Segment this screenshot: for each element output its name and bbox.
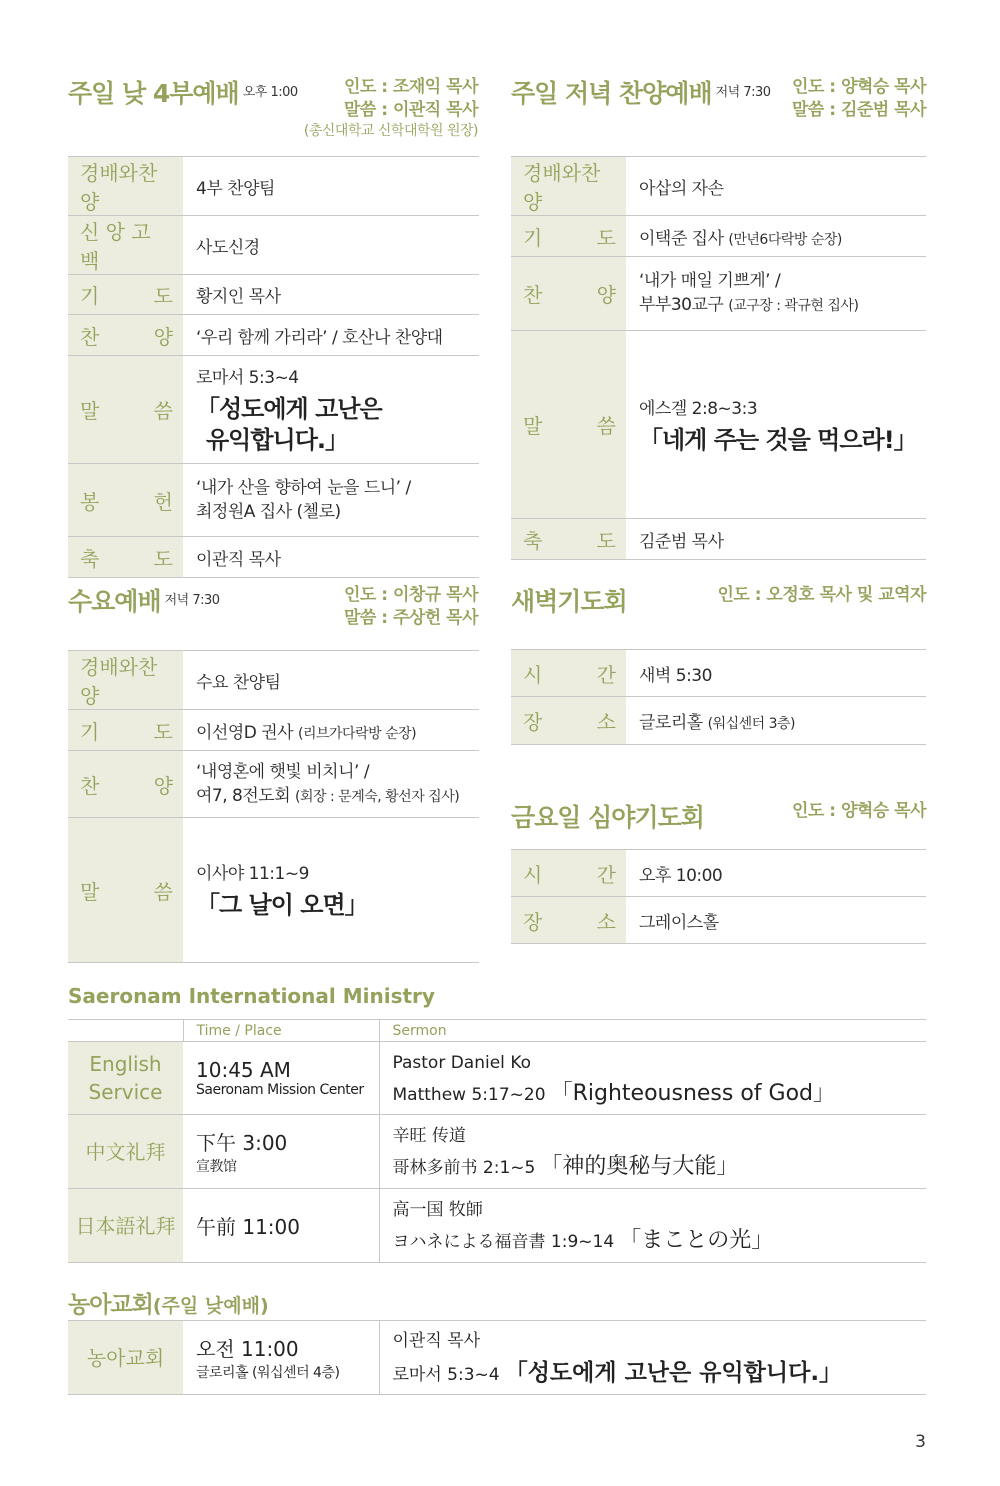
sunday-4th-leaders [304,76,478,140]
sermon-cell [183,818,479,963]
wednesday-leaders [344,584,478,630]
deaf-church-header [68,1286,269,1319]
international-title: Saeronam International Ministry [68,984,435,1008]
sermon-reference: 에스겔 2:8~3:3 [639,398,758,419]
table-row [511,331,926,519]
leader-text: 인도 : 양혁승 목사 [791,77,926,97]
row-value: 아삽의 자손 [626,157,926,216]
section-title: 새벽기도회 [511,587,627,616]
row-label: 기 도 [511,216,626,257]
sermon-title: 「네게 주는 것을 먹으라!」 [639,425,917,454]
preacher-note: (총신대학교 신학대학원 원장) [303,123,478,139]
row-label: 신 앙 고 백 [68,216,183,275]
sermon-cell [183,356,479,464]
row-value: ‘우리 함께 가리라’ / 호산나 찬양대 [183,315,479,356]
row-label: 경배와찬양 [68,651,183,710]
dawn-leaders [717,584,926,607]
sermon-cell: Pastor Daniel Ko Matthew 5:17~20 「Righteousness of God」 [379,1042,926,1115]
section-title: 농아교회 [68,1292,153,1318]
row-label: 기 도 [68,710,183,751]
table-row [68,464,479,537]
row-label: 축 도 [511,519,626,560]
friday-header [511,798,704,834]
leader-text: 인도 : 조재익 목사 [343,77,478,97]
row-label: 축 도 [68,537,183,578]
row-label: 시 간 [511,650,626,697]
preacher-text: 말씀 : 주상헌 목사 [343,608,478,628]
sermon-cell: 高一国 牧師 ヨハネによる福音書 1:9~14 「まことの光」 [379,1189,926,1263]
row-value: ‘내가 매일 기쁘게’ / 부부30교구 (교구장 : 곽규현 집사) [626,257,926,331]
row-label: 찬 양 [68,751,183,818]
row-value: 사도신경 [183,216,479,275]
row-label: 말 씀 [511,331,626,519]
service-label: 농아교회 [68,1321,183,1395]
table-row [511,216,926,257]
row-label: 찬 양 [68,315,183,356]
table-row [68,1321,926,1395]
table-row [511,897,926,944]
column-header-sermon: Sermon [379,1020,926,1042]
table-row [68,157,479,216]
sermon-cell [626,331,926,519]
table-row [68,275,479,315]
row-label: 경배와찬양 [511,157,626,216]
row-value: 글로리홀 (워십센터 3층) [626,697,926,745]
row-label: 봉 헌 [68,464,183,537]
service-label: 中文礼拜 [68,1115,183,1189]
row-label: 말 씀 [68,818,183,963]
table-row [68,537,479,578]
column-header-time: Time / Place [183,1020,379,1042]
sunday-evening-leaders [792,76,926,122]
table-row [68,356,479,464]
row-value: 김준범 목사 [626,519,926,560]
sermon-title: 유익합니다.」 [206,426,349,454]
time-place-cell: 10:45 AM Saeronam Mission Center [183,1042,379,1115]
sermon-title: 「그 날이 오면」 [196,891,368,919]
section-time: 저녁 7:30 [164,592,220,608]
time-place-cell: 下午 3:00 宣教馆 [183,1115,379,1189]
section-title: 금요일 심야기도회 [511,803,704,832]
section-time: 저녁 7:30 [715,84,771,100]
row-value: ‘내가 산을 향하여 눈을 드니’ / 최정원A 집사 (첼로) [183,464,479,537]
leader-text: 인도 : 이창규 목사 [343,585,478,605]
table-row [68,1042,926,1115]
table-row [511,650,926,697]
sermon-cell: 辛旺 传道 哥林多前书 2:1~5 「神的奥秘与大能」 [379,1115,926,1189]
table-row [68,216,479,275]
section-title: 주일 낮 4부예배 [68,79,239,108]
leader-text: 인도 : 양혁승 목사 [791,801,926,821]
row-value: 황지인 목사 [183,275,479,315]
sermon-reference: 로마서 5:3~4 [196,368,299,388]
section-time: 오후 1:00 [242,84,298,100]
sunday-4th-table [68,156,479,578]
row-label: 경배와찬양 [68,157,183,216]
section-subtitle: (주일 낮예배) [152,1295,269,1317]
preacher-text: 말씀 : 김준범 목사 [791,100,926,120]
dawn-header [511,582,627,618]
section-title: 주일 저녁 찬양예배 [511,79,712,108]
table-row [511,697,926,745]
sermon-reference: 이사야 11:1~9 [196,864,309,884]
time-place-cell: 午前 11:00 [183,1189,379,1263]
table-row [68,651,479,710]
row-value: 4부 찬양팀 [183,157,479,216]
table-header-row [68,1020,926,1042]
row-value: 오후 10:00 [626,850,926,897]
sermon-title: 「성도에게 고난은 [196,395,382,423]
sunday-4th-header [68,74,298,110]
row-value: 수요 찬양팀 [183,651,479,710]
table-row [511,850,926,897]
friday-leaders [792,800,926,823]
service-label: 日本語礼拜 [68,1189,183,1263]
row-value: 새벽 5:30 [626,650,926,697]
table-row [68,1189,926,1263]
row-value: 이택준 집사 (만년6다락방 순장) [626,216,926,257]
sermon-cell: 이관직 목사 로마서 5:3~4 「성도에게 고난은 유익합니다.」 [379,1321,926,1395]
international-table [68,1019,926,1263]
sunday-evening-table [511,156,926,560]
table-row [68,315,479,356]
row-value: 이관직 목사 [183,537,479,578]
row-label: 시 간 [511,850,626,897]
deaf-church-table [68,1320,926,1395]
row-label: 장 소 [511,897,626,944]
leader-text: 인도 : 오정호 목사 및 교역자 [717,585,926,605]
row-label: 찬 양 [511,257,626,331]
table-row [68,818,479,963]
sunday-evening-header [511,74,771,110]
row-value: 이선영D 권사 (리브가다락방 순장) [183,710,479,751]
row-label: 말 씀 [68,356,183,464]
friday-table [511,849,926,944]
table-row [68,710,479,751]
wednesday-header [68,582,220,618]
table-row [511,257,926,331]
table-row [68,751,479,818]
time-place-cell: 오전 11:00 글로리홀 (워십센터 4층) [183,1321,379,1395]
row-label: 장 소 [511,697,626,745]
table-row [68,1115,926,1189]
row-label: 기 도 [68,275,183,315]
table-row [511,519,926,560]
row-value: 그레이스홀 [626,897,926,944]
section-title: 수요예배 [68,587,161,616]
wednesday-table [68,650,479,963]
service-label: English Service [68,1042,183,1115]
table-row [511,157,926,216]
page-number: 3 [915,1432,926,1452]
preacher-text: 말씀 : 이관직 목사 [343,100,478,120]
row-value: ‘내영혼에 햇빛 비치니’ / 여7, 8전도회 (회장 : 문계숙, 황선자 집사) [183,751,479,818]
dawn-table [511,649,926,745]
